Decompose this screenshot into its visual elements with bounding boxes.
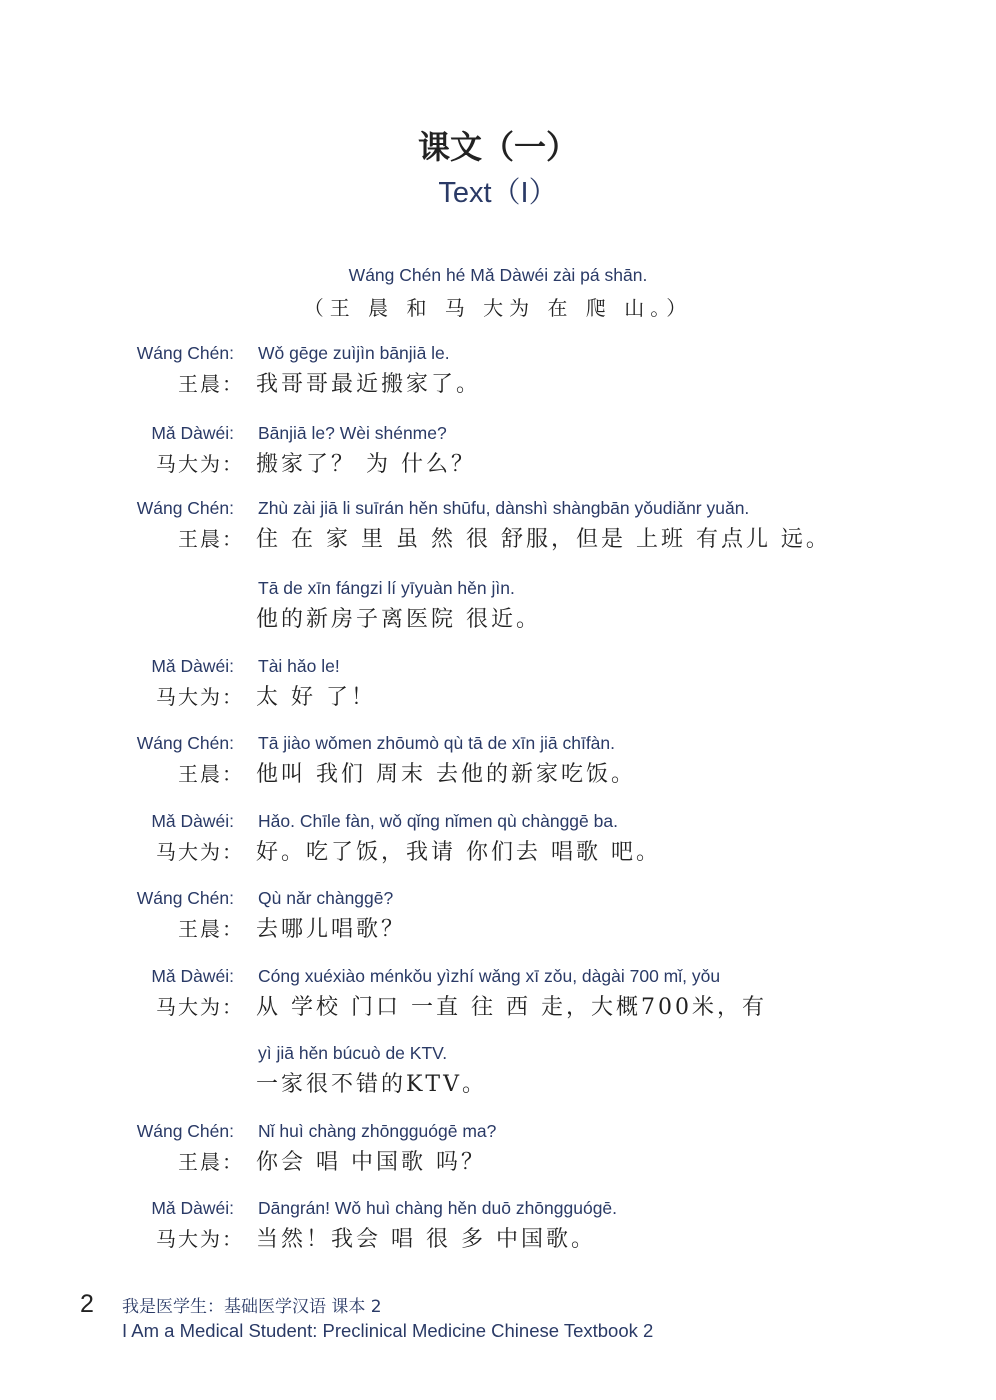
line-hanzi: 好。吃了饭，我请 你们去 唱歌 吧。 <box>256 840 661 865</box>
line-hanzi: 搬家了？ 为 什么？ <box>256 452 476 477</box>
speaker-pinyin: Mǎ Dàwéi: <box>151 656 234 676</box>
line-pinyin: Tā de xīn fángzi lí yīyuàn hěn jìn. <box>258 578 515 598</box>
speaker-hanzi: 马大为： <box>156 685 244 709</box>
speaker-pinyin: Wáng Chén: <box>136 343 234 363</box>
line-pinyin: Wǒ gēge zuìjìn bānjiā le. <box>258 343 450 363</box>
speaker-pinyin: Mǎ Dàwéi: <box>151 966 234 986</box>
line-pinyin: yì jiā hěn búcuò de KTV. <box>258 1043 448 1063</box>
line-pinyin: Nǐ huì chàng zhōngguógē ma? <box>258 1121 497 1141</box>
line-pinyin: Bānjiā le? Wèi shénme? <box>258 423 447 443</box>
book-title-english: I Am a Medical Student: Preclinical Medicine Chinese Textbook 2 <box>122 1320 654 1341</box>
speaker-pinyin: Mǎ Dàwéi: <box>151 811 234 831</box>
line-pinyin: Hǎo. Chīle fàn, wǒ qǐng nǐmen qù chànggē ba. <box>258 811 618 831</box>
line-hanzi: 从 学校 门口 一直 往 西 走，大概700米，有 <box>256 995 767 1020</box>
speaker-hanzi: 马大为： <box>156 1227 244 1251</box>
line-hanzi: 他的新房子离医院 很近。 <box>256 607 541 632</box>
line-pinyin: Dāngrán! Wǒ huì chàng hěn duō zhōngguógē. <box>258 1198 618 1218</box>
line-hanzi: 他叫 我们 周末 去他的新家吃饭。 <box>256 762 636 787</box>
speaker-hanzi: 马大为： <box>156 452 244 476</box>
book-title-chinese: 我是医学生：基础医学汉语 课本 2 <box>122 1297 382 1317</box>
line-pinyin: Tài hǎo le! <box>258 656 340 676</box>
intro-hanzi: （王 晨 和 马 大为 在 爬 山。） <box>303 296 693 320</box>
line-hanzi: 当然！我会 唱 很 多 中国歌。 <box>256 1227 596 1252</box>
speaker-pinyin: Wáng Chén: <box>136 1121 234 1141</box>
lesson-title-english: Text（I） <box>438 177 558 209</box>
line-pinyin: Tā jiào wǒmen zhōumò qù tā de xīn jiā chīfàn. <box>258 733 616 753</box>
speaker-hanzi: 王晨： <box>178 762 244 786</box>
speaker-hanzi: 王晨： <box>178 1150 244 1174</box>
line-hanzi: 我哥哥最近搬家了。 <box>256 372 482 397</box>
line-hanzi: 一家很不错的KTV。 <box>256 1072 487 1097</box>
speaker-hanzi: 马大为： <box>156 995 244 1019</box>
page-number: 2 <box>80 1290 94 1318</box>
speaker-pinyin: Wáng Chén: <box>136 733 234 753</box>
speaker-pinyin: Wáng Chén: <box>136 888 234 908</box>
speaker-hanzi: 王晨： <box>178 527 244 551</box>
lesson-title-chinese: 课文（一） <box>417 128 578 166</box>
intro-pinyin: Wáng Chén hé Mǎ Dàwéi zài pá shān. <box>348 265 648 285</box>
line-pinyin: Qù nǎr chànggē? <box>258 888 394 908</box>
speaker-pinyin: Wáng Chén: <box>136 498 234 518</box>
line-hanzi: 去哪儿唱歌？ <box>256 917 407 942</box>
speaker-pinyin: Mǎ Dàwéi: <box>151 423 234 443</box>
line-hanzi: 你会 唱 中国歌 吗？ <box>256 1150 486 1175</box>
line-pinyin: Cóng xuéxiào ménkǒu yìzhí wǎng xī zǒu, dàgài 700 mǐ, yǒu <box>258 966 721 986</box>
line-hanzi: 住 在 家 里 虽 然 很 舒服，但是 上班 有点儿 远。 <box>256 527 831 552</box>
speaker-hanzi: 王晨： <box>178 917 244 941</box>
speaker-hanzi: 马大为： <box>156 840 244 864</box>
speaker-hanzi: 王晨： <box>178 372 244 396</box>
speaker-pinyin: Mǎ Dàwéi: <box>151 1198 234 1218</box>
line-hanzi: 太 好 了！ <box>256 685 376 710</box>
line-pinyin: Zhù zài jiā li suīrán hěn shūfu, dànshì shàngbān yǒudiǎnr yuǎn. <box>258 498 750 518</box>
